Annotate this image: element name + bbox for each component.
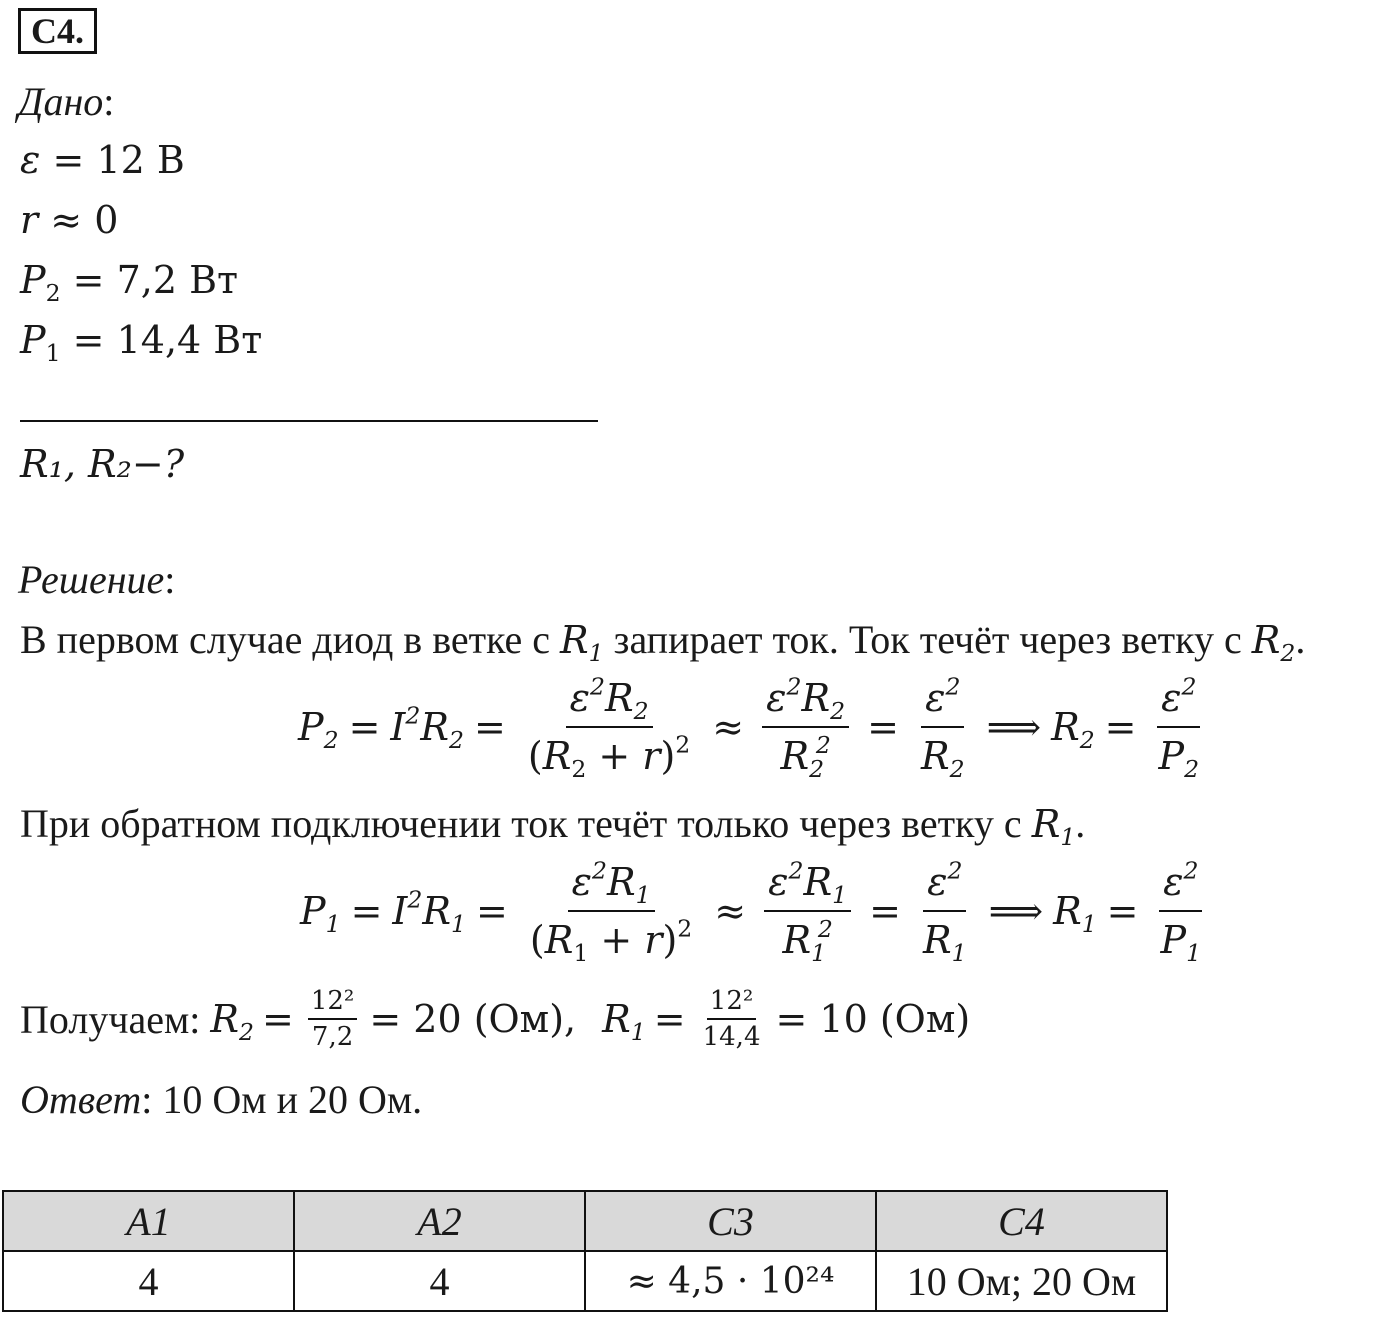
solution-text-2: При обратном подключении ток течёт только через ветку с $R_1$. xyxy=(20,801,1086,852)
table-cell: 4 xyxy=(294,1251,585,1311)
given-emf: ε = 12 В xyxy=(20,138,185,182)
given-internal-resistance: r ≈ 0 xyxy=(20,198,119,242)
table-header-cell: C4 xyxy=(876,1191,1167,1251)
given-power-2: $P_2 = 7,2$ Вт xyxy=(20,258,239,308)
answer-line: Ответ: 10 Ом и 20 Ом. xyxy=(20,1077,423,1122)
table-header-cell: C3 xyxy=(585,1191,876,1251)
task-label: C4. xyxy=(18,8,97,54)
solution-heading: Решение: xyxy=(18,557,176,602)
answers-table xyxy=(2,1190,1168,1312)
table-cell: 4 xyxy=(3,1251,294,1311)
equation-p2: $P_2$ = $I^2R_2$ = $\frac{\varepsilon^2R_2}{(R_2 + r)^2}$ ≈ $\frac{\varepsilon^2R_2}{R_2^2}$ = $\frac{\varepsilon^2}{R_2}$ ⟹ $R_2$ = $\frac{\varepsilon^2}{P_2}$ xyxy=(298,672,1200,784)
given-divider xyxy=(20,420,598,422)
table-header-cell: A1 xyxy=(3,1191,294,1251)
result-line: Получаем: $R_2$ = $\frac{\text{12²}}{7,2}$ = 20 (Ом), $R_1$ = $\frac{\text{12²}}{14,4}$ = 10 (Ом) xyxy=(20,986,971,1052)
given-power-1: $P_1 = 14,4$ Вт xyxy=(20,318,263,368)
table-cell: 10 Ом; 20 Ом xyxy=(876,1251,1167,1311)
solution-text-1: В первом случае диод в ветке с $R_1$ запирает ток. Ток течёт через ветку с $R_2$. xyxy=(20,617,1306,668)
table-cell: ≈ 4,5 · 10²⁴ xyxy=(585,1251,876,1311)
equation-p1: $P_1$ = $I^2R_1$ = $\frac{\varepsilon^2R_1}{(R_1 + r)^2}$ ≈ $\frac{\varepsilon^2R_1}{R_1^2}$ = $\frac{\varepsilon^2}{R_1}$ ⟹ $R_1$ = $\frac{\varepsilon^2}{P_1}$ xyxy=(300,856,1202,968)
table-row xyxy=(3,1251,1167,1311)
table-header-cell: A2 xyxy=(294,1191,585,1251)
given-heading: Дано: xyxy=(18,79,115,124)
find-line: R₁, R₂−? xyxy=(20,442,185,486)
table-header-row xyxy=(3,1191,1167,1251)
